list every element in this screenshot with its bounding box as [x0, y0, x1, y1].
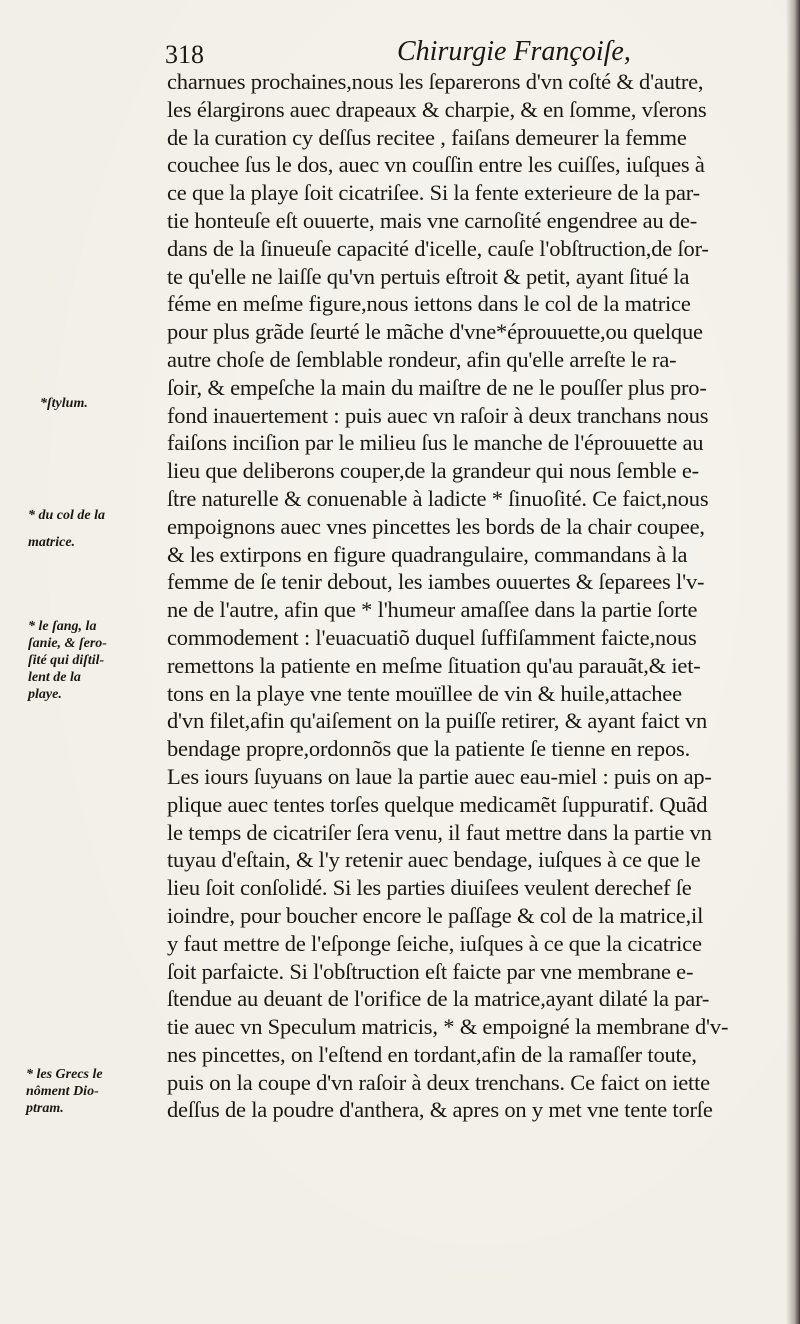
text-line: te qu'elle ne laiſſe qu'vn pertuis eſtroit & petit, ayant ſitué la [167, 263, 690, 289]
text-line: les élargirons auec drapeaux & charpie, & en ſomme, vſerons [167, 96, 707, 122]
text-line: ce que la playe ſoit cicatriſee. Si la fente exterieure de la par- [167, 180, 700, 206]
text-line: empoignons auec vnes pincettes les bords de la chair coupee, [167, 513, 705, 539]
text-line: de la curation cy deſſus recitee , faiſans demeurer la femme [167, 124, 687, 150]
text-line: bendage propre,ordonnõs que la patiente ſe tienne en repos. [167, 736, 691, 762]
text-line: deſſus de la poudre d'anthera, & apres on y met vne tente torſe [167, 1097, 713, 1123]
text-line: ſtre naturelle & conuenable à ladicte * ſinuoſité. Ce faict,nous [167, 485, 709, 511]
text-line: Les iours ſuyuans on laue la partie auec eau-miel : puis on ap- [167, 763, 712, 789]
text-line: remettons la patiente en meſme ſituation qu'au parauãt,& iet- [167, 652, 701, 678]
marginal-note-line: ſanie, & ſero- [28, 636, 107, 651]
text-line: nes pincettes, on l'eſtend en tordant,afin de la ramaſſer toute, [167, 1041, 697, 1067]
marginal-note-line: lent de la [28, 670, 81, 685]
text-line: tie auec vn Speculum matricis, * & empoigné la membrane d'v- [167, 1014, 729, 1040]
marginal-note-line: *ſtylum. [40, 396, 88, 411]
text-line: autre choſe de ſemblable rondeur, afin qu'elle arreſte le ra- [167, 346, 677, 372]
text-line: puis on la coupe d'vn raſoir à deux trenchans. Ce faict on iette [167, 1069, 710, 1095]
text-line: féme en meſme figure,nous iettons dans le col de la matrice [167, 291, 691, 317]
text-line: ne de l'autre, afin que * l'humeur amaſſee dans la partie ſorte [167, 597, 698, 623]
text-line: tie honteuſe eſt ouuerte, mais vne carnoſité engendree au de- [167, 207, 698, 233]
text-line: d'vn filet,afin qu'aiſement on la puiſſe retirer, & ayant faict vn [167, 708, 708, 734]
text-line: ioindre, pour boucher encore le paſſage & col de la matrice,il [167, 902, 704, 928]
text-line: femme de ſe tenir debout, les iambes ouuertes & ſeparees l'v- [167, 569, 705, 595]
marginal-note-col-matrice [28, 507, 105, 551]
page-number: 318 [165, 40, 204, 69]
page-header [165, 36, 635, 70]
text-line: ſoit parfaicte. Si l'obſtruction eſt faicte par vne membrane e- [167, 958, 694, 984]
text-line: y faut mettre de l'eſponge ſeiche, iuſques à ce que la cicatrice [167, 930, 702, 956]
marginal-note-grecs [26, 1066, 103, 1117]
text-line: tons en la playe vne tente mouïllee de vin & huile,attachee [167, 680, 682, 706]
text-line: pour plus grãde ſeurté le mãche d'vne*éprouuette,ou quelque [167, 319, 703, 345]
text-line: ſtendue au deuant de l'orifice de la matrice,ayant dilaté la par- [167, 986, 710, 1012]
marginal-note-line: ſité qui diſtil- [28, 653, 105, 668]
text-line: tuyau d'eſtain, & l'y retenir auec bendage, iuſques à ce que le [167, 847, 701, 873]
marginal-note-line: * du col de la [28, 508, 105, 523]
marginal-note-line: * le ſang, la [28, 619, 97, 634]
marginal-note-line: playe. [28, 687, 62, 702]
text-line: fond inauertement : puis auec vn raſoir à deux tranchans nous [167, 402, 709, 428]
body-text [167, 68, 767, 1124]
marginal-note-line: matrice. [28, 535, 76, 550]
text-line: le temps de cicatriſer ſera venu, il faut mettre dans la partie vn [167, 819, 712, 845]
page-edge-shadow [786, 0, 800, 1324]
text-line: commodement : l'euacuatiõ duquel ſuffiſamment faicte,nous [167, 624, 697, 650]
text-line: & les extirpons en figure quadrangulaire, commandans à la [167, 541, 688, 567]
text-line: dans de la ſinueuſe capacité d'icelle, cauſe l'obſtruction,de ſor- [167, 235, 709, 261]
text-line: charnues prochaines,nous les ſeparerons d'vn coſté & d'autre, [167, 69, 704, 94]
marginal-note-stylum [40, 395, 88, 412]
marginal-note-sang [28, 618, 107, 703]
text-line: plique auec tentes torſes quelque medicamẽt ſuppuratif. Quãd [167, 791, 708, 817]
text-line: lieu ſoit conſolidé. Si les parties diuiſees veulent derechef ſe [167, 875, 692, 901]
marginal-note-line: * les Grecs le [26, 1067, 103, 1082]
text-line: lieu que deliberons couper,de la grandeur qui nous ſemble e- [167, 458, 699, 484]
text-line: faiſons inciſion par le milieu ſus le manche de l'éprouuette au [167, 430, 704, 456]
text-line: couchee ſus le dos, auec vn couſſin entre les cuiſſes, iuſques à [167, 152, 705, 178]
running-title: Chirurgie Françoiſe, [397, 36, 631, 67]
text-line: ſoir, & empeſche la main du maiſtre de ne le pouſſer plus pro- [167, 374, 707, 400]
marginal-note-line: nôment Dio- [26, 1084, 99, 1099]
marginal-note-line: ptram. [26, 1101, 64, 1116]
